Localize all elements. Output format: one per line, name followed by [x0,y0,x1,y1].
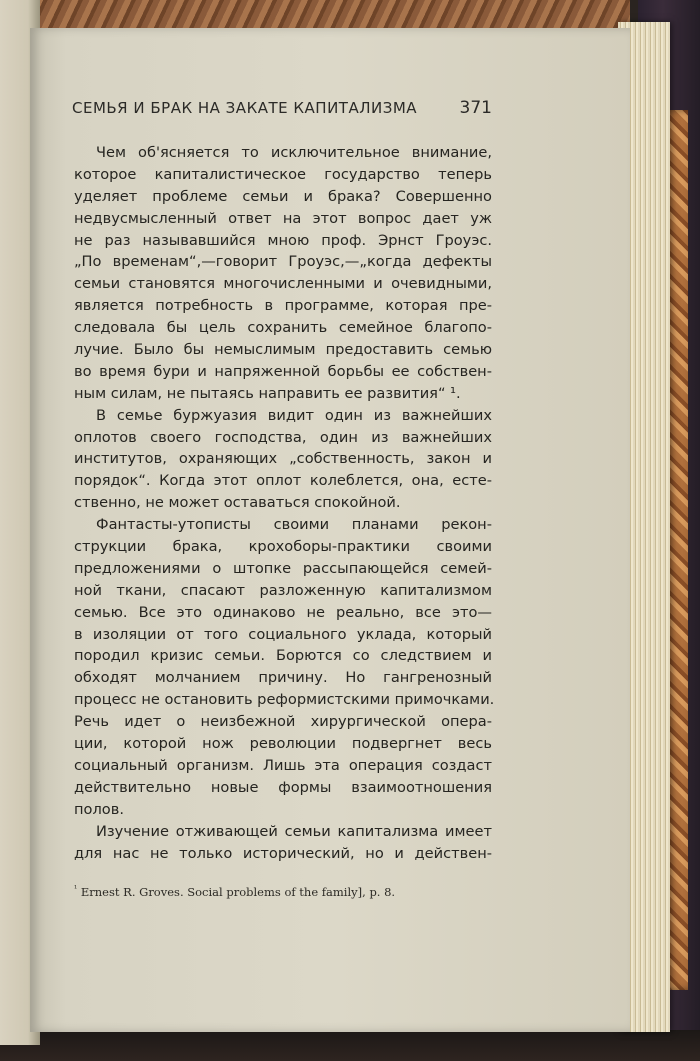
text-line: Изучение отживающей семьи капитализма имеет [96,822,492,840]
text-line: семьи становятся многочисленными и очевидными, [74,275,492,293]
text-line: социальный организм. Лишь эта операция создаст [74,756,492,774]
text-line: предложениями о штопке рассыпающейся семей- [74,559,492,577]
book-cover-top [30,0,630,30]
text-line: Чем об'ясняется то исключительное внимание, [96,144,492,161]
text-line: В семье буржуазия видит один из важнейших [96,406,492,424]
text-line: в изоляции от того социального уклада, который [74,625,492,643]
text-line: для нас не только исторический, но и действен- [74,844,492,862]
text-line: „По временам“,—говорит Гроуэс,—„когда дефекты [74,253,492,271]
text-line: является потребность в программе, которая пре- [74,297,492,315]
text-line: полов. [74,800,124,818]
book-cover-bottom [0,1030,700,1061]
text-line: которое капиталистическое государство теперь [74,165,492,183]
text-line: лучие. Было бы немыслимым предоставить семью [74,341,492,359]
text-line: Фантасты-утописты своими планами рекон- [96,516,492,534]
text-line: Речь идет о неизбежной хирургической опера- [74,713,492,731]
text-line: семью. Все это одинаково не реально, все это— [74,603,492,621]
text-line: институтов, охраняющих „собственность, закон и [74,450,492,468]
text-line: ции, которой нож революции подвергнет весь [74,735,492,753]
text-line: процесс не остановить реформистскими примочками. [74,691,495,709]
text-line: оплотов своего господства, один из важнейших [74,428,492,446]
text-line: уделяет проблеме семьи и брака? Совершенно [74,187,492,205]
text-line: ной ткани, спасают разложенную капитализмом [74,581,492,599]
text-line: недвусмысленный ответ на этот вопрос дает уж [74,209,492,227]
footnote-marker: ¹ [74,884,78,893]
text-line: действительно новые формы взаимоотношения [74,778,492,796]
text-line: ным силам, не пытаясь направить ее развития“ ¹. [74,384,461,402]
text-line: породил кризис семьи. Борются со следствием и [74,647,492,665]
text-line: порядок“. Когда этот оплот колеблется, она, есте- [74,472,492,490]
footnote [74,884,494,899]
text-line: струкции брака, крохоборы-практики своими [74,538,492,556]
running-head [72,98,492,118]
text-line: обходят молчанием причину. Но гангренозный [74,669,492,687]
page-number: 371 [459,98,492,118]
text-line: во время бури и напряженной борьбы ее собствен- [74,362,492,380]
body-text [74,142,495,864]
book-page [30,28,630,1032]
text-line: ственно, не может оставаться спокойной. [74,494,401,512]
text-line: не раз называвшийся мною проф. Эрнст Гроуэс. [74,231,492,249]
footnote-text: Ernest R. Groves. Social problems of the family], p. 8. [80,884,396,899]
running-title: СЕМЬЯ И БРАК НА ЗАКАТЕ КАПИТАЛИЗМА [72,99,418,117]
text-line: следовала бы цель сохранить семейное благопо- [74,319,492,337]
